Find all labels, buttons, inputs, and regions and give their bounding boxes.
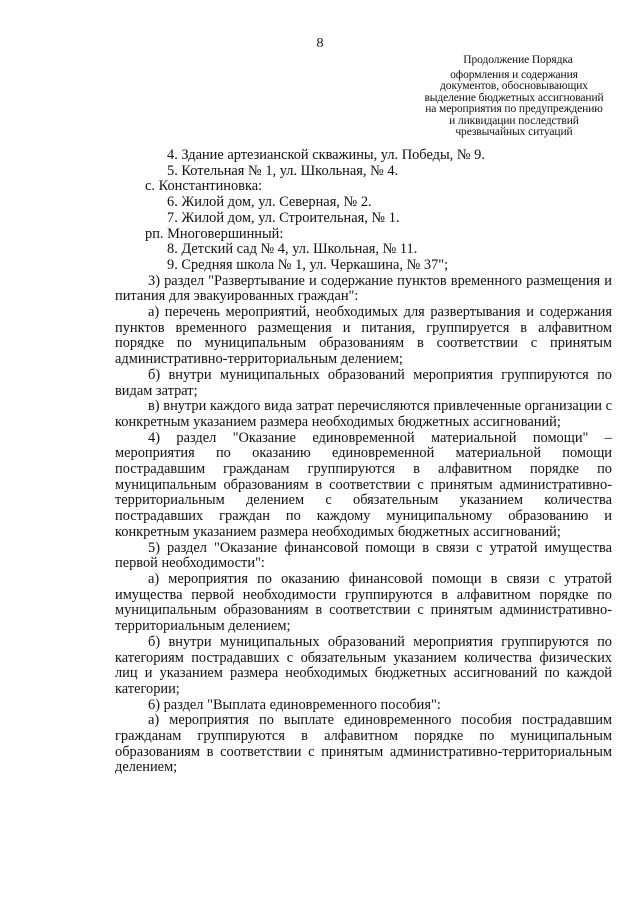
paragraph: а) мероприятия по оказанию финансовой помощи в связи с утратой имущества первой необходимости группируются в алфавитном порядке по муниципальным образованиям в соответствии с принятым административно-территориальным делением; xyxy=(115,570,612,635)
paragraph: 4) раздел "Оказание единовременной материальной помощи" – мероприятия по оказанию единовременной материальной помощи пострадавшим гражданам группируются в алфавитном порядке по муниципальным образованиям в соответствии с принятым административно-территориальным делением с обязательным указанием количества пострадавших граждан по каждому муниципальному образованию и конкретным указанием размера необходимых бюджетных ассигнований; xyxy=(115,429,612,540)
locality-heading: с. Константиновка: xyxy=(145,178,263,195)
header-line: на мероприятия по предупреждению xyxy=(425,103,603,115)
paragraph: в) внутри каждого вида затрат перечисляются привлеченные организации с конкретным указанием размера необходимых бюджетных ассигнований; xyxy=(115,398,612,430)
continuation-header xyxy=(390,55,638,139)
locality-heading: рп. Многовершинный: xyxy=(145,225,284,242)
header-line: выделение бюджетных ассигнований xyxy=(424,91,604,104)
header-line: документов, обосновывающих xyxy=(440,80,588,92)
list-item: 4. Здание артезианской скважины, ул. Победы, № 9. xyxy=(167,147,485,163)
document-body xyxy=(115,148,612,776)
list-item: 8. Детский сад № 4, ул. Школьная, № 11. xyxy=(167,241,418,258)
paragraph: а) мероприятия по выплате единовременного пособия пострадавшим гражданам группируются в алфавитном порядке по муниципальным образованиям в соответствии с принятым административно-территориальным делением; xyxy=(115,712,612,776)
list-item: 5. Котельная № 1, ул. Школьная, № 4. xyxy=(167,162,399,179)
paragraph: 5) раздел "Оказание финансовой помощи в связи с утратой имущества первой необходимости": xyxy=(115,539,612,572)
list-item: 7. Жилой дом, ул. Строительная, № 1. xyxy=(167,209,400,226)
list-item: 9. Средняя школа № 1, ул. Черкашина, № 37"; xyxy=(167,256,449,273)
header-line: оформления и содержания xyxy=(450,68,578,81)
paragraph: 3) раздел "Развертывание и содержание пунктов временного размещения и питания для эвакуированных граждан": xyxy=(115,272,612,305)
page-number: 8 xyxy=(316,36,324,51)
paragraph: б) внутри муниципальных образований мероприятия группируются по категориям пострадавших с обязательным указанием количества физических лиц и указанием размера необходимых бюджетных ассигнований по каждой категории; xyxy=(115,633,612,697)
paragraph: а) перечень мероприятий, необходимых для развертывания и содержания пунктов временного размещения и питания, группируется в алфавитном порядке по муниципальным образованиям в соответствии с принятым административно-территориальным делением; xyxy=(115,304,612,368)
paragraph: б) внутри муниципальных образований мероприятия группируются по видам затрат; xyxy=(115,366,612,399)
header-line: чрезвычайных ситуаций xyxy=(455,126,573,138)
paragraph: 6) раздел "Выплата единовременного пособия": xyxy=(148,696,441,713)
header-line: Продолжение Порядка xyxy=(463,54,573,66)
header-line: и ликвидации последствий xyxy=(449,114,579,127)
list-item: 6. Жилой дом, ул. Северная, № 2. xyxy=(167,194,372,211)
